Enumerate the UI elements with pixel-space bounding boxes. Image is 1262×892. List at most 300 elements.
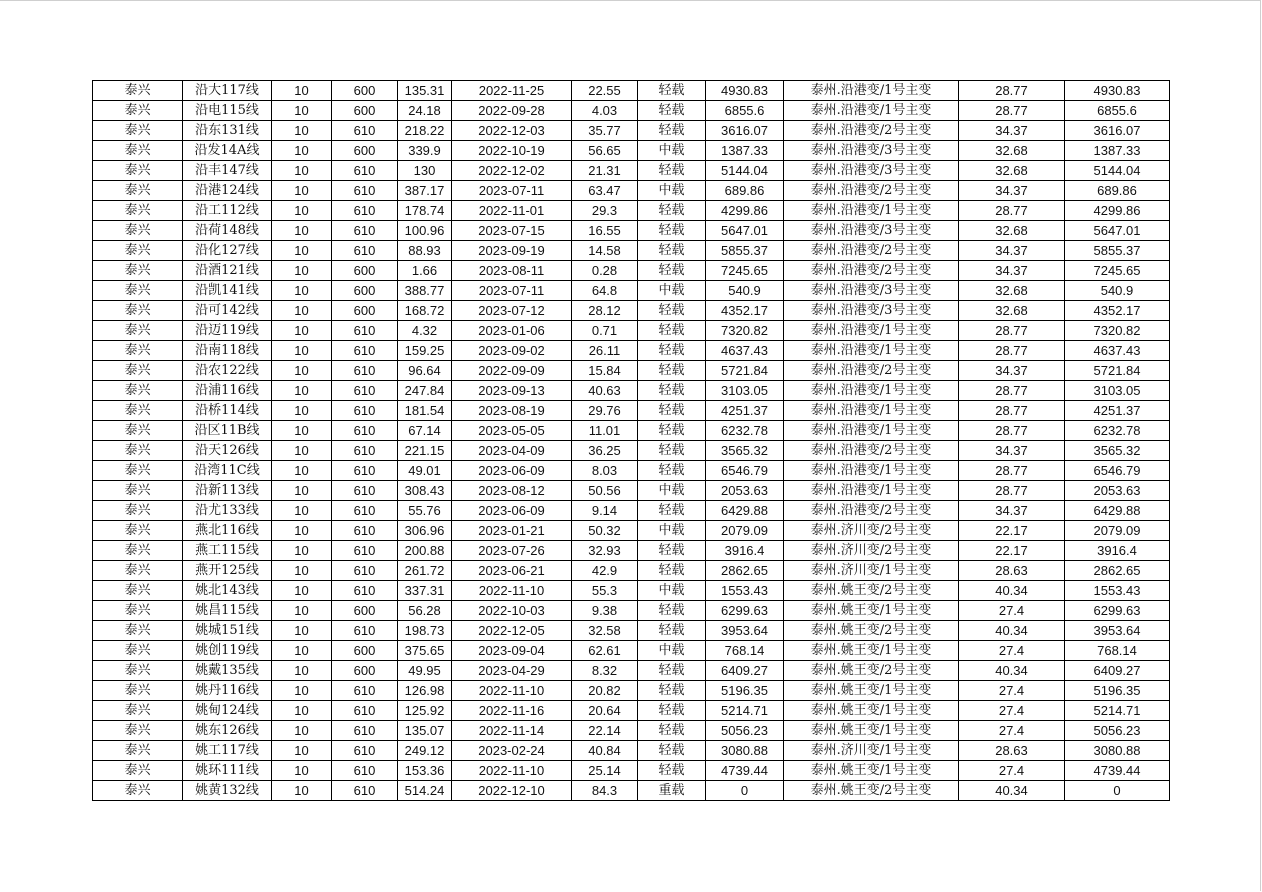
cell-transformer-load-rate: 34.37 <box>959 241 1065 261</box>
cell-margin: 6299.63 <box>706 601 784 621</box>
cell-rated-current: 610 <box>332 481 398 501</box>
cell-peak-load: 514.24 <box>398 781 452 801</box>
cell-peak-time: 2023-01-21 <box>452 521 572 541</box>
cell-substation: 泰州.沿港变/1号主变 <box>784 461 959 481</box>
cell-peak-load: 247.84 <box>398 381 452 401</box>
cell-region: 泰兴 <box>93 501 183 521</box>
cell-peak-load: 153.36 <box>398 761 452 781</box>
cell-rated-current: 610 <box>332 221 398 241</box>
cell-rated-current: 610 <box>332 581 398 601</box>
cell-peak-time: 2022-12-05 <box>452 621 572 641</box>
cell-line: 姚工117线 <box>183 741 272 761</box>
cell-peak-load: 337.31 <box>398 581 452 601</box>
cell-voltage: 10 <box>272 341 332 361</box>
cell-voltage: 10 <box>272 561 332 581</box>
cell-region: 泰兴 <box>93 721 183 741</box>
cell-margin: 768.14 <box>706 641 784 661</box>
cell-substation: 泰州.沿港变/2号主变 <box>784 261 959 281</box>
cell-transformer-load-rate: 34.37 <box>959 261 1065 281</box>
cell-region: 泰兴 <box>93 661 183 681</box>
cell-transformer-load-rate: 34.37 <box>959 121 1065 141</box>
cell-substation: 泰州.沿港变/3号主变 <box>784 221 959 241</box>
cell-margin2: 3103.05 <box>1065 381 1170 401</box>
cell-status: 轻载 <box>638 261 706 281</box>
table-row <box>93 541 1170 561</box>
cell-region: 泰兴 <box>93 561 183 581</box>
cell-margin: 4637.43 <box>706 341 784 361</box>
cell-voltage: 10 <box>272 161 332 181</box>
cell-status: 轻载 <box>638 301 706 321</box>
cell-margin: 5855.37 <box>706 241 784 261</box>
cell-transformer-load-rate: 28.63 <box>959 561 1065 581</box>
table-row <box>93 461 1170 481</box>
table-row <box>93 761 1170 781</box>
cell-line: 沿凯141线 <box>183 281 272 301</box>
cell-region: 泰兴 <box>93 81 183 101</box>
cell-margin2: 4299.86 <box>1065 201 1170 221</box>
cell-margin2: 6299.63 <box>1065 601 1170 621</box>
cell-line: 姚环111线 <box>183 761 272 781</box>
cell-load-rate: 50.32 <box>572 521 638 541</box>
cell-voltage: 10 <box>272 321 332 341</box>
cell-margin2: 5196.35 <box>1065 681 1170 701</box>
cell-margin: 7245.65 <box>706 261 784 281</box>
cell-transformer-load-rate: 32.68 <box>959 301 1065 321</box>
cell-voltage: 10 <box>272 301 332 321</box>
cell-rated-current: 600 <box>332 81 398 101</box>
table-row <box>93 381 1170 401</box>
cell-margin2: 3616.07 <box>1065 121 1170 141</box>
cell-substation: 泰州.姚王变/1号主变 <box>784 721 959 741</box>
cell-rated-current: 610 <box>332 681 398 701</box>
cell-voltage: 10 <box>272 221 332 241</box>
cell-rated-current: 610 <box>332 621 398 641</box>
cell-transformer-load-rate: 40.34 <box>959 581 1065 601</box>
cell-peak-load: 126.98 <box>398 681 452 701</box>
table-row <box>93 481 1170 501</box>
cell-peak-load: 135.07 <box>398 721 452 741</box>
cell-region: 泰兴 <box>93 121 183 141</box>
cell-region: 泰兴 <box>93 361 183 381</box>
cell-line: 沿工112线 <box>183 201 272 221</box>
cell-voltage: 10 <box>272 361 332 381</box>
cell-margin: 5721.84 <box>706 361 784 381</box>
cell-line: 姚创119线 <box>183 641 272 661</box>
cell-region: 泰兴 <box>93 321 183 341</box>
cell-margin2: 4739.44 <box>1065 761 1170 781</box>
cell-line: 姚丹116线 <box>183 681 272 701</box>
cell-status: 轻载 <box>638 81 706 101</box>
cell-margin2: 6855.6 <box>1065 101 1170 121</box>
cell-load-rate: 9.38 <box>572 601 638 621</box>
cell-region: 泰兴 <box>93 241 183 261</box>
cell-peak-time: 2023-06-09 <box>452 501 572 521</box>
cell-status: 轻载 <box>638 461 706 481</box>
cell-margin: 0 <box>706 781 784 801</box>
table-row <box>93 621 1170 641</box>
cell-load-rate: 35.77 <box>572 121 638 141</box>
cell-voltage: 10 <box>272 421 332 441</box>
table-row <box>93 241 1170 261</box>
cell-load-rate: 50.56 <box>572 481 638 501</box>
cell-margin: 4352.17 <box>706 301 784 321</box>
cell-status: 轻载 <box>638 541 706 561</box>
cell-region: 泰兴 <box>93 541 183 561</box>
cell-voltage: 10 <box>272 501 332 521</box>
cell-line: 沿大117线 <box>183 81 272 101</box>
cell-margin2: 7245.65 <box>1065 261 1170 281</box>
cell-substation: 泰州.沿港变/2号主变 <box>784 121 959 141</box>
cell-substation: 泰州.沿港变/2号主变 <box>784 441 959 461</box>
table-row <box>93 441 1170 461</box>
cell-rated-current: 610 <box>332 121 398 141</box>
cell-line: 燕开125线 <box>183 561 272 581</box>
cell-peak-load: 49.95 <box>398 661 452 681</box>
cell-peak-load: 4.32 <box>398 321 452 341</box>
cell-transformer-load-rate: 28.77 <box>959 481 1065 501</box>
cell-status: 轻载 <box>638 321 706 341</box>
table-row <box>93 301 1170 321</box>
cell-peak-time: 2023-01-06 <box>452 321 572 341</box>
cell-region: 泰兴 <box>93 741 183 761</box>
cell-voltage: 10 <box>272 201 332 221</box>
cell-peak-time: 2023-08-11 <box>452 261 572 281</box>
cell-line: 沿荷148线 <box>183 221 272 241</box>
cell-peak-time: 2023-06-09 <box>452 461 572 481</box>
cell-voltage: 10 <box>272 601 332 621</box>
cell-peak-load: 200.88 <box>398 541 452 561</box>
cell-margin2: 2079.09 <box>1065 521 1170 541</box>
cell-transformer-load-rate: 27.4 <box>959 681 1065 701</box>
cell-line: 姚城151线 <box>183 621 272 641</box>
cell-load-rate: 32.93 <box>572 541 638 561</box>
cell-transformer-load-rate: 32.68 <box>959 221 1065 241</box>
cell-substation: 泰州.济川变/2号主变 <box>784 541 959 561</box>
cell-peak-time: 2022-11-10 <box>452 581 572 601</box>
cell-transformer-load-rate: 28.77 <box>959 461 1065 481</box>
cell-transformer-load-rate: 40.34 <box>959 661 1065 681</box>
cell-voltage: 10 <box>272 461 332 481</box>
cell-voltage: 10 <box>272 761 332 781</box>
cell-voltage: 10 <box>272 241 332 261</box>
cell-rated-current: 610 <box>332 561 398 581</box>
cell-rated-current: 600 <box>332 261 398 281</box>
cell-line: 姚戴135线 <box>183 661 272 681</box>
table-body <box>93 81 1170 801</box>
cell-voltage: 10 <box>272 181 332 201</box>
cell-margin2: 6546.79 <box>1065 461 1170 481</box>
cell-margin2: 7320.82 <box>1065 321 1170 341</box>
cell-substation: 泰州.沿港变/2号主变 <box>784 501 959 521</box>
cell-region: 泰兴 <box>93 161 183 181</box>
cell-rated-current: 600 <box>332 601 398 621</box>
cell-substation: 泰州.姚王变/1号主变 <box>784 641 959 661</box>
cell-rated-current: 610 <box>332 241 398 261</box>
cell-peak-time: 2023-09-04 <box>452 641 572 661</box>
cell-load-rate: 9.14 <box>572 501 638 521</box>
cell-substation: 泰州.济川变/1号主变 <box>784 561 959 581</box>
table-row <box>93 341 1170 361</box>
cell-status: 轻载 <box>638 441 706 461</box>
table-row <box>93 681 1170 701</box>
table-row <box>93 661 1170 681</box>
cell-margin2: 689.86 <box>1065 181 1170 201</box>
cell-transformer-load-rate: 28.77 <box>959 321 1065 341</box>
cell-voltage: 10 <box>272 721 332 741</box>
table-row <box>93 561 1170 581</box>
cell-peak-time: 2022-09-09 <box>452 361 572 381</box>
cell-transformer-load-rate: 22.17 <box>959 541 1065 561</box>
cell-voltage: 10 <box>272 701 332 721</box>
cell-rated-current: 600 <box>332 101 398 121</box>
cell-substation: 泰州.沿港变/1号主变 <box>784 81 959 101</box>
cell-status: 轻载 <box>638 501 706 521</box>
cell-margin2: 2053.63 <box>1065 481 1170 501</box>
cell-rated-current: 600 <box>332 141 398 161</box>
cell-voltage: 10 <box>272 741 332 761</box>
cell-line: 沿电115线 <box>183 101 272 121</box>
cell-region: 泰兴 <box>93 601 183 621</box>
cell-substation: 泰州.沿港变/1号主变 <box>784 101 959 121</box>
cell-status: 轻载 <box>638 561 706 581</box>
cell-substation: 泰州.姚王变/2号主变 <box>784 661 959 681</box>
cell-peak-load: 49.01 <box>398 461 452 481</box>
cell-substation: 泰州.济川变/1号主变 <box>784 741 959 761</box>
cell-substation: 泰州.沿港变/1号主变 <box>784 481 959 501</box>
cell-transformer-load-rate: 28.77 <box>959 421 1065 441</box>
cell-margin2: 5144.04 <box>1065 161 1170 181</box>
cell-status: 轻载 <box>638 341 706 361</box>
cell-transformer-load-rate: 34.37 <box>959 441 1065 461</box>
cell-status: 轻载 <box>638 741 706 761</box>
cell-margin: 7320.82 <box>706 321 784 341</box>
cell-region: 泰兴 <box>93 141 183 161</box>
cell-margin: 4299.86 <box>706 201 784 221</box>
cell-voltage: 10 <box>272 381 332 401</box>
cell-peak-time: 2022-11-16 <box>452 701 572 721</box>
cell-status: 轻载 <box>638 701 706 721</box>
cell-substation: 泰州.沿港变/2号主变 <box>784 181 959 201</box>
cell-rated-current: 600 <box>332 661 398 681</box>
cell-status: 中载 <box>638 181 706 201</box>
table-row <box>93 261 1170 281</box>
cell-line: 沿天126线 <box>183 441 272 461</box>
cell-load-rate: 28.12 <box>572 301 638 321</box>
cell-voltage: 10 <box>272 481 332 501</box>
cell-substation: 泰州.沿港变/3号主变 <box>784 161 959 181</box>
cell-substation: 泰州.沿港变/1号主变 <box>784 341 959 361</box>
cell-line: 沿迈119线 <box>183 321 272 341</box>
cell-peak-load: 387.17 <box>398 181 452 201</box>
cell-margin: 2053.63 <box>706 481 784 501</box>
table-row <box>93 401 1170 421</box>
cell-substation: 泰州.姚王变/1号主变 <box>784 761 959 781</box>
table-row <box>93 81 1170 101</box>
cell-peak-load: 125.92 <box>398 701 452 721</box>
cell-load-rate: 62.61 <box>572 641 638 661</box>
table-row <box>93 701 1170 721</box>
cell-line: 沿东131线 <box>183 121 272 141</box>
cell-load-rate: 55.3 <box>572 581 638 601</box>
cell-margin: 2862.65 <box>706 561 784 581</box>
cell-load-rate: 25.14 <box>572 761 638 781</box>
cell-rated-current: 610 <box>332 521 398 541</box>
cell-rated-current: 610 <box>332 181 398 201</box>
cell-peak-time: 2023-07-11 <box>452 281 572 301</box>
cell-status: 轻载 <box>638 201 706 221</box>
table-row <box>93 361 1170 381</box>
table-row <box>93 721 1170 741</box>
cell-peak-load: 168.72 <box>398 301 452 321</box>
cell-transformer-load-rate: 34.37 <box>959 181 1065 201</box>
cell-status: 中载 <box>638 581 706 601</box>
cell-voltage: 10 <box>272 781 332 801</box>
cell-margin2: 3916.4 <box>1065 541 1170 561</box>
cell-status: 轻载 <box>638 661 706 681</box>
cell-load-rate: 11.01 <box>572 421 638 441</box>
cell-voltage: 10 <box>272 621 332 641</box>
cell-peak-time: 2023-06-21 <box>452 561 572 581</box>
cell-transformer-load-rate: 28.77 <box>959 401 1065 421</box>
cell-status: 轻载 <box>638 361 706 381</box>
cell-region: 泰兴 <box>93 101 183 121</box>
cell-load-rate: 29.76 <box>572 401 638 421</box>
cell-margin2: 3080.88 <box>1065 741 1170 761</box>
cell-region: 泰兴 <box>93 301 183 321</box>
cell-load-rate: 8.32 <box>572 661 638 681</box>
cell-transformer-load-rate: 27.4 <box>959 721 1065 741</box>
table-row <box>93 121 1170 141</box>
cell-peak-time: 2023-04-09 <box>452 441 572 461</box>
cell-region: 泰兴 <box>93 401 183 421</box>
cell-load-rate: 4.03 <box>572 101 638 121</box>
cell-substation: 泰州.沿港变/1号主变 <box>784 381 959 401</box>
cell-rated-current: 610 <box>332 201 398 221</box>
cell-rated-current: 610 <box>332 741 398 761</box>
cell-load-rate: 29.3 <box>572 201 638 221</box>
cell-margin: 5144.04 <box>706 161 784 181</box>
cell-region: 泰兴 <box>93 281 183 301</box>
cell-transformer-load-rate: 34.37 <box>959 361 1065 381</box>
cell-substation: 泰州.沿港变/1号主变 <box>784 401 959 421</box>
cell-peak-load: 261.72 <box>398 561 452 581</box>
cell-margin2: 5721.84 <box>1065 361 1170 381</box>
cell-peak-time: 2022-10-03 <box>452 601 572 621</box>
cell-substation: 泰州.沿港变/3号主变 <box>784 281 959 301</box>
cell-peak-time: 2022-11-10 <box>452 681 572 701</box>
table-row <box>93 421 1170 441</box>
cell-rated-current: 610 <box>332 761 398 781</box>
cell-margin: 3916.4 <box>706 541 784 561</box>
cell-substation: 泰州.沿港变/1号主变 <box>784 321 959 341</box>
cell-line: 姚黄132线 <box>183 781 272 801</box>
cell-voltage: 10 <box>272 81 332 101</box>
table-row <box>93 201 1170 221</box>
cell-region: 泰兴 <box>93 681 183 701</box>
cell-peak-time: 2022-11-25 <box>452 81 572 101</box>
cell-rated-current: 610 <box>332 461 398 481</box>
table-row <box>93 221 1170 241</box>
cell-status: 中载 <box>638 281 706 301</box>
cell-substation: 泰州.姚王变/2号主变 <box>784 781 959 801</box>
cell-load-rate: 22.55 <box>572 81 638 101</box>
cell-line: 沿湾11C线 <box>183 461 272 481</box>
cell-peak-load: 198.73 <box>398 621 452 641</box>
cell-load-rate: 63.47 <box>572 181 638 201</box>
cell-status: 轻载 <box>638 161 706 181</box>
cell-region: 泰兴 <box>93 461 183 481</box>
cell-substation: 泰州.沿港变/1号主变 <box>784 421 959 441</box>
cell-line: 沿新113线 <box>183 481 272 501</box>
cell-load-rate: 84.3 <box>572 781 638 801</box>
cell-peak-time: 2022-11-10 <box>452 761 572 781</box>
cell-rated-current: 610 <box>332 161 398 181</box>
cell-margin: 3103.05 <box>706 381 784 401</box>
cell-margin2: 3953.64 <box>1065 621 1170 641</box>
cell-margin2: 6429.88 <box>1065 501 1170 521</box>
cell-transformer-load-rate: 27.4 <box>959 701 1065 721</box>
cell-peak-time: 2023-07-12 <box>452 301 572 321</box>
cell-transformer-load-rate: 28.77 <box>959 381 1065 401</box>
cell-margin2: 3565.32 <box>1065 441 1170 461</box>
cell-status: 中载 <box>638 521 706 541</box>
cell-load-rate: 26.11 <box>572 341 638 361</box>
cell-status: 轻载 <box>638 721 706 741</box>
cell-load-rate: 21.31 <box>572 161 638 181</box>
cell-transformer-load-rate: 28.77 <box>959 341 1065 361</box>
cell-peak-load: 388.77 <box>398 281 452 301</box>
cell-peak-load: 249.12 <box>398 741 452 761</box>
cell-peak-load: 159.25 <box>398 341 452 361</box>
cell-margin: 540.9 <box>706 281 784 301</box>
cell-peak-load: 221.15 <box>398 441 452 461</box>
cell-region: 泰兴 <box>93 581 183 601</box>
cell-status: 轻载 <box>638 381 706 401</box>
cell-margin: 6546.79 <box>706 461 784 481</box>
table-row <box>93 321 1170 341</box>
cell-margin: 6429.88 <box>706 501 784 521</box>
cell-peak-time: 2023-07-11 <box>452 181 572 201</box>
cell-line: 沿丰147线 <box>183 161 272 181</box>
cell-voltage: 10 <box>272 521 332 541</box>
cell-rated-current: 610 <box>332 421 398 441</box>
cell-transformer-load-rate: 28.63 <box>959 741 1065 761</box>
cell-load-rate: 42.9 <box>572 561 638 581</box>
cell-load-rate: 36.25 <box>572 441 638 461</box>
table-row <box>93 161 1170 181</box>
cell-margin2: 4637.43 <box>1065 341 1170 361</box>
cell-line: 沿区11B线 <box>183 421 272 441</box>
cell-status: 轻载 <box>638 241 706 261</box>
cell-substation: 泰州.姚王变/2号主变 <box>784 581 959 601</box>
cell-line: 沿桥114线 <box>183 401 272 421</box>
cell-peak-time: 2022-12-03 <box>452 121 572 141</box>
cell-peak-time: 2023-08-19 <box>452 401 572 421</box>
cell-peak-load: 339.9 <box>398 141 452 161</box>
cell-rated-current: 610 <box>332 501 398 521</box>
cell-region: 泰兴 <box>93 781 183 801</box>
cell-rated-current: 600 <box>332 641 398 661</box>
cell-rated-current: 610 <box>332 341 398 361</box>
cell-region: 泰兴 <box>93 221 183 241</box>
cell-rated-current: 600 <box>332 301 398 321</box>
cell-margin2: 2862.65 <box>1065 561 1170 581</box>
cell-rated-current: 610 <box>332 701 398 721</box>
cell-substation: 泰州.姚王变/1号主变 <box>784 701 959 721</box>
cell-rated-current: 610 <box>332 541 398 561</box>
cell-peak-load: 178.74 <box>398 201 452 221</box>
cell-voltage: 10 <box>272 581 332 601</box>
